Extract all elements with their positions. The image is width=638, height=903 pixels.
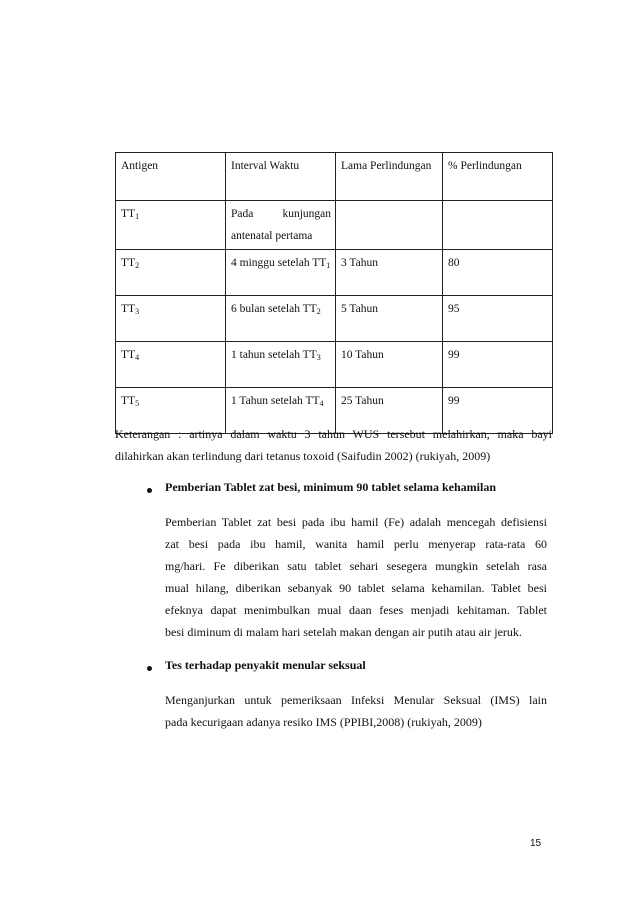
cell-lama: 10 Tahun: [336, 342, 443, 388]
cell-interval: 4 minggu setelah TT1: [226, 250, 336, 296]
header-lama-perlindungan: Lama Perlindungan: [336, 153, 443, 201]
section-paragraph-sti-test: [165, 689, 547, 733]
cell-interval: 6 bulan setelah TT2: [226, 296, 336, 342]
paragraph-line: mg/hari. Fe diberikan satu tablet sehari sesegera mungkin setelah rasa: [165, 559, 547, 573]
header-persen-perlindungan: % Perlindungan: [443, 153, 553, 201]
cell-persen: [443, 201, 553, 250]
note-line: dilahirkan akan terlindung dari tetanus toxoid (Saifudin 2002) (rukiyah, 2009): [115, 449, 491, 463]
cell-interval: 1 tahun setelah TT3: [226, 342, 336, 388]
paragraph-line: Menganjurkan untuk pemeriksaan Infeksi Menular Seksual (IMS) lain: [165, 693, 547, 707]
paragraph-line: besi diminum di malam hari setelah makan dengan air putih atau air jeruk.: [165, 625, 522, 639]
cell-persen: 80: [443, 250, 553, 296]
table-row: [116, 201, 553, 250]
header-antigen: Antigen: [116, 153, 226, 201]
section-paragraph-iron-tablet: [165, 511, 547, 643]
bullet-icon: [147, 666, 152, 671]
cell-antigen: TT5: [116, 388, 226, 434]
tetanus-toxoid-table: [115, 152, 553, 434]
page-number: 15: [530, 838, 542, 849]
note-line: Keterangan : artinya dalam waktu 3 tahun WUS tersebut melahirkan, maka bayi: [115, 427, 552, 441]
cell-lama: 5 Tahun: [336, 296, 443, 342]
cell-lama: 25 Tahun: [336, 388, 443, 434]
cell-antigen: TT3: [116, 296, 226, 342]
table-note: [115, 423, 552, 467]
table-row: [116, 296, 553, 342]
cell-persen: 99: [443, 388, 553, 434]
table-row: [116, 250, 553, 296]
table-header-row: [116, 153, 553, 201]
paragraph-line: mual hilang, diberikan sebanyak 90 tablet selama kehamilan. Tablet besi: [165, 581, 547, 595]
cell-persen: 99: [443, 342, 553, 388]
cell-antigen: TT1: [116, 201, 226, 250]
paragraph-line: pada kecurigaan adanya resiko IMS (PPIBI,2008) (rukiyah, 2009): [165, 715, 482, 729]
header-interval-waktu: Interval Waktu: [226, 153, 336, 201]
cell-interval: 1 Tahun setelah TT4: [226, 388, 336, 434]
table-row: [116, 342, 553, 388]
section-heading-iron-tablet: Pemberian Tablet zat besi, minimum 90 tablet selama kehamilan: [165, 480, 496, 494]
cell-interval: Pada kunjungan antenatal pertama: [226, 201, 336, 250]
cell-antigen: TT4: [116, 342, 226, 388]
bullet-icon: [147, 488, 152, 493]
section-heading-sti-test: Tes terhadap penyakit menular seksual: [165, 658, 366, 672]
paragraph-line: Pemberian Tablet zat besi pada ibu hamil (Fe) adalah mencegah defisiensi: [165, 515, 547, 529]
paragraph-line: zat besi pada ibu hamil, wanita hamil perlu menyerap rata-rata 60: [165, 537, 547, 551]
cell-lama: 3 Tahun: [336, 250, 443, 296]
cell-antigen: TT2: [116, 250, 226, 296]
cell-lama: [336, 201, 443, 250]
cell-persen: 95: [443, 296, 553, 342]
paragraph-line: efeknya dapat menimbulkan mual daan feses menjadi kehitaman. Tablet: [165, 603, 547, 617]
